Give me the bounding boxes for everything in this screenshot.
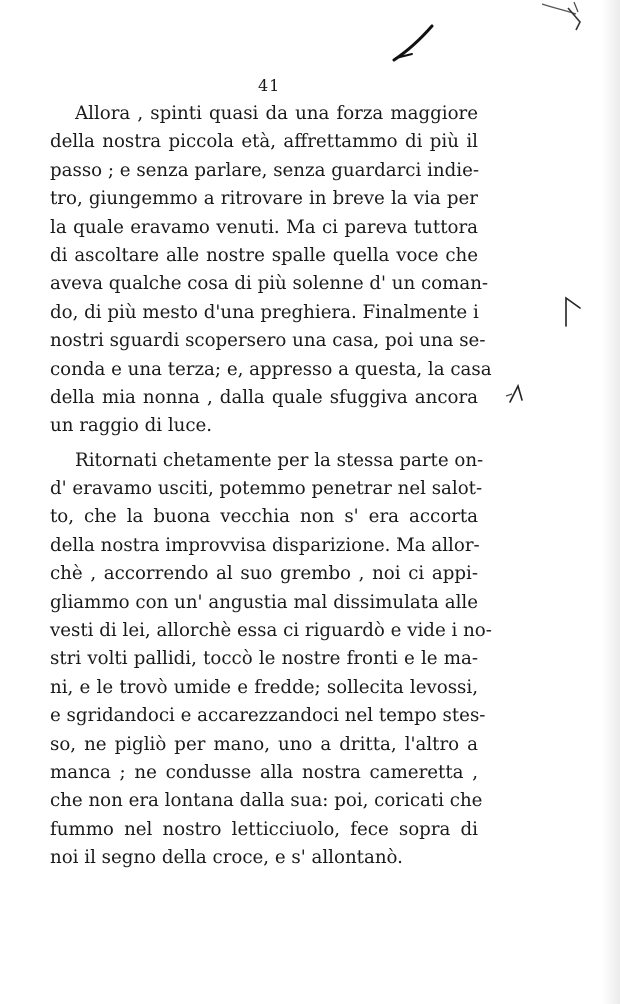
text-line: vesti di lei, allorchè essa ci riguardò e vide i no- bbox=[50, 620, 492, 642]
text-line: la quale eravamo venuti. Ma ci pareva tuttora bbox=[50, 216, 478, 238]
text-line: tro, giungemmo a ritrovare in breve la via per bbox=[50, 188, 478, 210]
text-line: e sgridandoci e accarezzandoci nel tempo stes- bbox=[50, 705, 486, 727]
text-line: conda e una terza; e, appresso a questa, la casa bbox=[50, 358, 492, 380]
text-line: gliammo con un' angustia mal dissimulata alle bbox=[50, 591, 478, 613]
text-line: della mia nonna , dalla quale sfuggiva ancora bbox=[50, 386, 478, 408]
page-number: 41 bbox=[258, 76, 281, 95]
margin-tick-mark bbox=[502, 380, 532, 406]
paragraph-1 bbox=[50, 100, 492, 441]
text-line: aveva qualche cosa di più solenne d' un coman- bbox=[50, 273, 489, 295]
text-line: to, che la buona vecchia non s' era accorta bbox=[50, 506, 478, 528]
ink-stroke-mark bbox=[388, 22, 438, 66]
text-line: noi il segno della croce, e s' allontanò. bbox=[50, 847, 403, 869]
text-line: della nostra piccola età, affrettammo di più il bbox=[50, 131, 478, 153]
text-line: manca ; ne condusse alla nostra cameretta , bbox=[50, 761, 478, 783]
text-line: ni, e le trovò umide e fredde; sollecita levossi, bbox=[50, 676, 478, 698]
corner-scribble-mark bbox=[540, 0, 620, 40]
text-line: Allora , spinti quasi da una forza maggiore bbox=[75, 103, 478, 124]
text-line: do, di più mesto d'una preghiera. Finalmente i bbox=[50, 301, 479, 323]
text-line: chè , accorrendo al suo grembo , noi ci appi- bbox=[50, 563, 478, 585]
text-line: stri volti pallidi, toccò le nostre fronti e le ma- bbox=[50, 648, 478, 670]
text-line: fummo nel nostro letticciuolo, fece sopra di bbox=[50, 818, 478, 840]
page-edge-shadow bbox=[602, 0, 620, 1004]
text-line: nostri sguardi scopersero una casa, poi una se- bbox=[50, 330, 486, 352]
text-line: un raggio di luce. bbox=[50, 415, 213, 437]
body-text bbox=[50, 100, 492, 873]
text-line: della nostra improvvisa disparizione. Ma allor- bbox=[50, 534, 480, 556]
text-line: che non era lontana dalla sua: poi, coricati che bbox=[50, 790, 483, 812]
paragraph-2 bbox=[50, 447, 492, 873]
text-line: di ascoltare alle nostre spalle quella voce che bbox=[50, 244, 478, 266]
text-line: so, ne pigliò per mano, uno a dritta, l'altro a bbox=[50, 733, 478, 755]
text-line: Ritornati chetamente per la stessa parte on- bbox=[75, 449, 484, 471]
text-line: d' eravamo usciti, potemmo penetrar nel salot- bbox=[50, 478, 483, 500]
margin-bracket-mark bbox=[562, 292, 584, 328]
text-line: passo ; e senza parlare, senza guardarci indie- bbox=[50, 159, 479, 181]
